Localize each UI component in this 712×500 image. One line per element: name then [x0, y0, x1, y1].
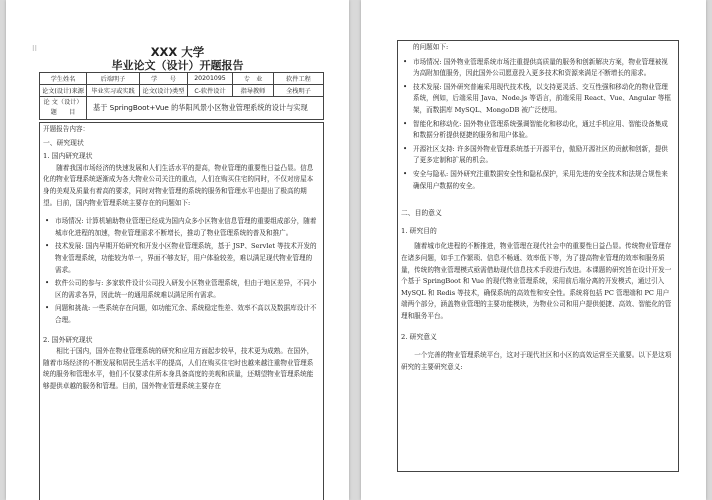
- paragraph[interactable]: 相比于国内，国外在物业管理系统的研究和应用方面起步较早，技术更为成熟。在国外，随着市场经济的不断发展和居民生活水平的提高，人们在购买住宅时也越来越注重物业管理系统的服务和管理水平，他们不仅要求住所本身具备高度的美观和质量，还期望物业管理系统能够提供卓越的服务和管理。目前，国外物业管理系统主要存在: [43, 347, 314, 390]
- type-label: 论文(设计)类型: [140, 85, 188, 97]
- table-move-handle-icon[interactable]: ⁝⁝: [32, 44, 38, 53]
- list-item[interactable]: • 市场情况: 计算机辅助物业管理已经成为国内众多小区物业信息管理的重要组成部分，随着城市化进程的加速，物业管理需求不断增长，推动了物业管理系统的普及和推广。: [43, 216, 317, 239]
- major-value[interactable]: 软件工程: [274, 73, 324, 85]
- bullet-list: [401, 57, 673, 193]
- name-value[interactable]: 后端明子: [87, 73, 140, 85]
- paragraph[interactable]: 随着我国市场经济的快速发展和人们生活水平的提高，物业管理的重要性日益凸显。信息化的物业管理系统逐渐成为各大物业公司关注的重点，人们在购买住宅的同时，不仅对房屋本身的美观及质量有着高的要求，同时对物业管理的系统的服务和管理水平也提出了极高的期望。目前，国内物业管理系统主要存在的问题如下:: [43, 163, 314, 207]
- paragraph[interactable]: 一个完善的物业管理系统平台，这对于现代社区和小区的高效运营至关重要。以下是这项研究的主要研究意义:: [401, 351, 672, 371]
- paragraph[interactable]: 的问题如下:: [413, 43, 449, 51]
- list-item[interactable]: • 智能化和移动化: 国外物业管理系统强调智能化和移动化，通过手机应用、智能设备集成和数据分析提供便捷的服务和用户体验。: [401, 119, 673, 142]
- teacher-value[interactable]: 全栈明子: [274, 85, 324, 97]
- source-value[interactable]: 毕业实习或实践: [87, 85, 140, 97]
- list-item[interactable]: • 技术发展: 国外研究普遍采用现代技术栈，以支持更灵活、交互性强和移动化的物业管理系统，例如，后端采用 Java、Node.js 等语言，前端采用 React、Vue、Angular 等框架，而数据库 MySQL、MongoDB 被广泛使用。: [401, 82, 673, 117]
- topic-value[interactable]: 基于 SpringBoot+Vue 的华阳风景小区物业管理系统的设计与实现: [87, 97, 324, 120]
- list-item[interactable]: • 软件公司的参与: 多家软件设计公司投入研发小区物业管理系统，但由于地区差异，不同小区的需求各异，因此统一的通用系统难以满足所有需求。: [43, 278, 317, 301]
- table-row: [40, 97, 324, 120]
- teacher-label: 指导教师: [233, 85, 274, 97]
- paragraph[interactable]: 随着城市化进程的不断推进，物业管理在现代社会中的重要性日益凸显。传统物业管理存在诸多问题，如手工作繁琐、信息不畅通、效率低下等，为了提高物业管理的效率和服务质量，传统的物业管理模式亟需借助现代信息技术手段进行改进。本课题的研究旨在设计开发一个基于 SpringBoot 和 Vue 的现代物业管理系统，采用前后端分离的开发模式，通过引入 MySQL 和 Redis 等技术，确保系统的高效性和安全性。系统将包括 PC 管理端和 PC 用户端两个部分，涵盖物业管理的主要功能模块，为物业公司和用户提供便捷、高效、智能化的管理和服务平台。: [401, 242, 672, 320]
- id-value[interactable]: 20201095: [188, 73, 233, 85]
- table-row: [40, 85, 324, 97]
- bullet-list: [43, 216, 317, 326]
- name-label: 学生姓名: [40, 73, 87, 85]
- document-page-2: [361, 0, 706, 500]
- section-heading: 一、研究现状: [43, 138, 84, 147]
- type-value[interactable]: C-软件设计: [188, 85, 233, 97]
- section-heading: 二、目的意义: [401, 209, 442, 218]
- topic-label-line1: 论 文（设计）: [43, 99, 83, 106]
- student-info-table: [39, 72, 324, 120]
- topic-label: [40, 97, 87, 120]
- subsection-heading: 2. 国外研究现状: [43, 335, 93, 344]
- document-page-1: [6, 0, 349, 500]
- page1-body: [43, 124, 317, 392]
- subsection-heading: 1. 研究目的: [401, 226, 437, 235]
- subsection-heading: 1. 国内研究现状: [43, 152, 93, 161]
- subsection-heading: 2. 研究意义: [401, 333, 437, 342]
- list-item[interactable]: • 安全与隐私: 国外研究注重数据安全性和隐私保护，采用先进的安全技术和法规合规性来确保用户数据的安全。: [401, 169, 673, 192]
- topic-label-line2: 题 目: [50, 109, 76, 116]
- list-item[interactable]: • 开源社区支持: 许多国外物业管理系统基于开源平台，傲励开源社区的贡献和创新，提供了更多定制和扩展的机会。: [401, 144, 673, 167]
- list-item[interactable]: • 市场情况: 国外物业管理系统市场注重提供高质量的服务和创新解决方案，物业管理被视为高附加值服务，因此国外公司愿意投入更多技术和资源来满足不断增长的需求。: [401, 57, 673, 80]
- report-title: 毕业论文（设计）开题报告: [111, 59, 244, 72]
- list-item[interactable]: • 技术发展: 国内早期开始研究和开发小区物业管理系统，基于 JSP、Servlet 等技术开发的物业管理系统，功能较为单一，界面不够友好，用户体验较差，难以满足现代物业管理的需求。: [43, 241, 317, 276]
- list-item[interactable]: • 问题和挑战: 一些系统存在问题，如功能冗余、系统稳定性差、效率不高以及数据库设计不合理。: [43, 303, 317, 326]
- id-label: 学 号: [140, 73, 188, 85]
- report-content-heading: 开题报告内容：: [43, 125, 90, 133]
- school-name: XXX 大学: [150, 45, 205, 59]
- source-label: 论文(设计)来源: [40, 85, 87, 97]
- major-label: 专 业: [233, 73, 274, 85]
- table-row: [40, 73, 324, 85]
- page2-body: [401, 42, 673, 373]
